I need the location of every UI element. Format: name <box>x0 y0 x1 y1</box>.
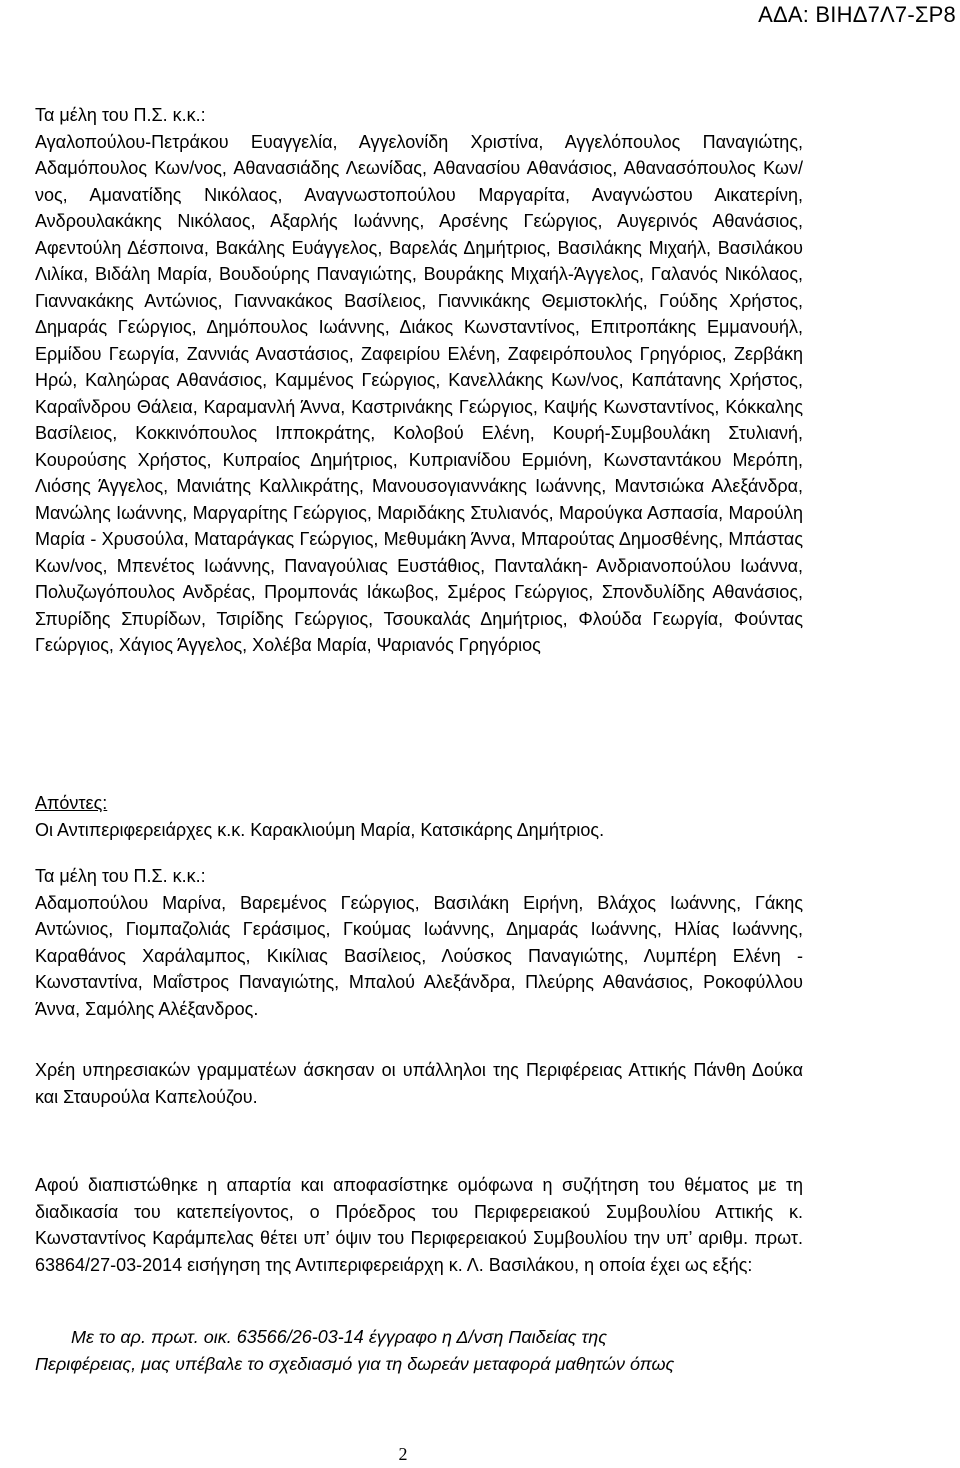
proposal-line-2: Περιφέρειας, μας υπέβαλε το σχεδιασμό για τη δωρεάν μεταφορά μαθητών όπως <box>35 1353 675 1374</box>
proposal-paragraph <box>35 1324 803 1377</box>
absent-section <box>35 790 803 843</box>
quorum-paragraph: Αφού διαπιστώθηκε η απαρτία και αποφασίστηκε ομόφωνα η συζήτηση του θέματος με τη διαδικασία του κατεπείγοντος, ο Πρόεδρος του Περιφερειακού Συμβουλίου Αττικής κ. Κωνσταντίνος Καράμπελας θέτει υπ’ όψιν του Περιφερειακού Συμβουλίου την υπ’ αριθμ. πρωτ. 63864/27-03-2014 εισήγηση της Αντιπεριφερειάρχη κ. Λ. Βασιλάκου, η οποία έχει ως εξής: <box>35 1175 803 1275</box>
council-present-names: Αγαλοπούλου-Πετράκου Ευαγγελία, Αγγελονίδη Χριστίνα, Αγγελόπουλος Παναγιώτης, Αδαμόπουλος Κων/νος, Αθανασιάδης Λεωνίδας, Αθανασίου Αθανάσιος, Αθανασόπουλος Κων/νος, Αμανατίδης Νικόλαος, Αναγνωστοπούλου Μαργαρίτα, Αναγνώστου Αικατερίνη, Ανδρουλακάκης Νικόλαος, Αξαρλής Ιωάννης, Αρσένης Γεώργιος, Αυγερινός Αθανάσιος, Αφεντούλη Δέσποινα, Βακάλης Ευάγγελος, Βαρελάς Δημήτριος, Βασιλάκης Μιχαήλ, Βασιλάκου Λιλίκα, Βιδάλη Μαρία, Βουδούρης Παναγιώτης, Βουράκης Μιχαήλ-Άγγελος, Γαλανός Νικόλαος, Γιαννακάκης Αντώνιος, Γιαννακάκος Βασίλειος, Γιαννικάκης Θεμιστοκλής, Γούδης Χρήστος, Δημαράς Γεώργιος, Δημόπουλος Ιωάννης, Διάκος Κωνσταντίνος, Επιτροπάκης Εμμανουήλ, Ερμίδου Γεωργία, Ζαννιάς Αναστάσιος, Ζαφειρίου Ελένη, Ζαφειρόπουλος Γρηγόριος, Ζερβάκη Ηρώ, Καληώρας Αθανάσιος, Καμμένος Γεώργιος, Κανελλάκης Κων/νος, Καπάτανης Χρήστος, Καραΐνδρου Θάλεια, Καραμανλή Άννα, Καστρινάκης Γεώργιος, Καψής Κωνσταντίνος, Κόκκαλης Βασίλειος, Κοκκινόπουλος Ιπποκράτης, Κολοβού Ελένη, Κουρή-Συμβουλάκη Στυλιανή, Κουρούσης Χρήστος, Κυπραίος Δημήτριος, Κυπριανίδου Ερμιόνη, Κωνσταντάκου Μερόπη, Λιόσης Άγγελος, Μανιάτης Καλλικράτης, Μανουσογιαννάκης Ιωάννης, Μαντσιώκα Αλεξάνδρα, Μανώλης Ιωάννης, Μαργαρίτης Γεώργιος, Μαριδάκης Στυλιανός, Μαρούγκα Ασπασία, Μαρούλη Μαρία - Χρυσούλα, Ματαράγκας Γεώργιος, Μεθυμάκη Άννα, Μπαρούτας Δημοσθένης, Μπάστας Κων/νος, Μπενέτος Ιωάννης, Παναγούλιας Ευστάθιος, Πανταλάκη- Ανδριανοπούλου Ιωάννα, Πολυζωγόπουλος Ανδρέας, Προμπονάς Ιάκωβος, Σμέρος Γεώργιος, Σπονδυλίδης Αθανάσιος, Σπυρίδης Σπυρίδων, Τσιρίδης Γεώργιος, Τσουκαλάς Δημήτριος, Φλούδα Γεωργία, Φούντας Γεώργιος, Χάγιος Άγγελος, Χολέβα Μαρία, Ψαριανός Γρηγόριος <box>35 131 803 655</box>
council-absent-names: Αδαμοπούλου Μαρίνα, Βαρεμένος Γεώργιος, Βασιλάκη Ειρήνη, Βλάχος Ιωάννης, Γάκης Αντώνιος, Γιομπαζολιάς Γεράσιμος, Γκούμας Ιωάννης, Δημαράς Ιωάννης, Ηλίας Ιωάννης, Καραθάνος Χαράλαμπος, Κικίλιας Βασίλειος, Λούσκος Παναγιώτης, Λυμπέρη Ελένη - Κωνσταντίνα, Μαΐστρος Παναγιώτης, Μπαλού Αλεξάνδρα, Πλεύρης Αθανάσιος, Ροκοφύλλου Άννα, Σαμόλης Αλέξανδρος. <box>35 892 803 1019</box>
page-number: 2 <box>398 1444 408 1464</box>
ada-code: ΑΔΑ: ΒΙΗΔ7Λ7-ΣΡ8 <box>758 2 956 27</box>
absent-heading: Απόντες: <box>35 793 108 813</box>
council-absent-heading: Τα μέλη του Π.Σ. κ.κ.: <box>35 866 206 886</box>
council-absent-section <box>35 863 803 1022</box>
absent-line: Οι Αντιπεριφερειάρχες κ.κ. Καρακλιούμη Μαρία, Κατσικάρης Δημήτριος. <box>35 819 605 840</box>
council-present-heading: Τα μέλη του Π.Σ. κ.κ.: <box>35 105 206 125</box>
council-present-section <box>35 102 803 659</box>
proposal-line-1: Με το αρ. πρωτ. οικ. 63566/26-03-14 έγγραφο η Δ/νση Παιδείας της <box>71 1327 608 1347</box>
secretaries-paragraph: Χρέη υπηρεσιακών γραμματέων άσκησαν οι υπάλληλοι της Περιφέρειας Αττικής Πάνθη Δούκα και Σταυρούλα Καπελούζου. <box>35 1060 803 1107</box>
